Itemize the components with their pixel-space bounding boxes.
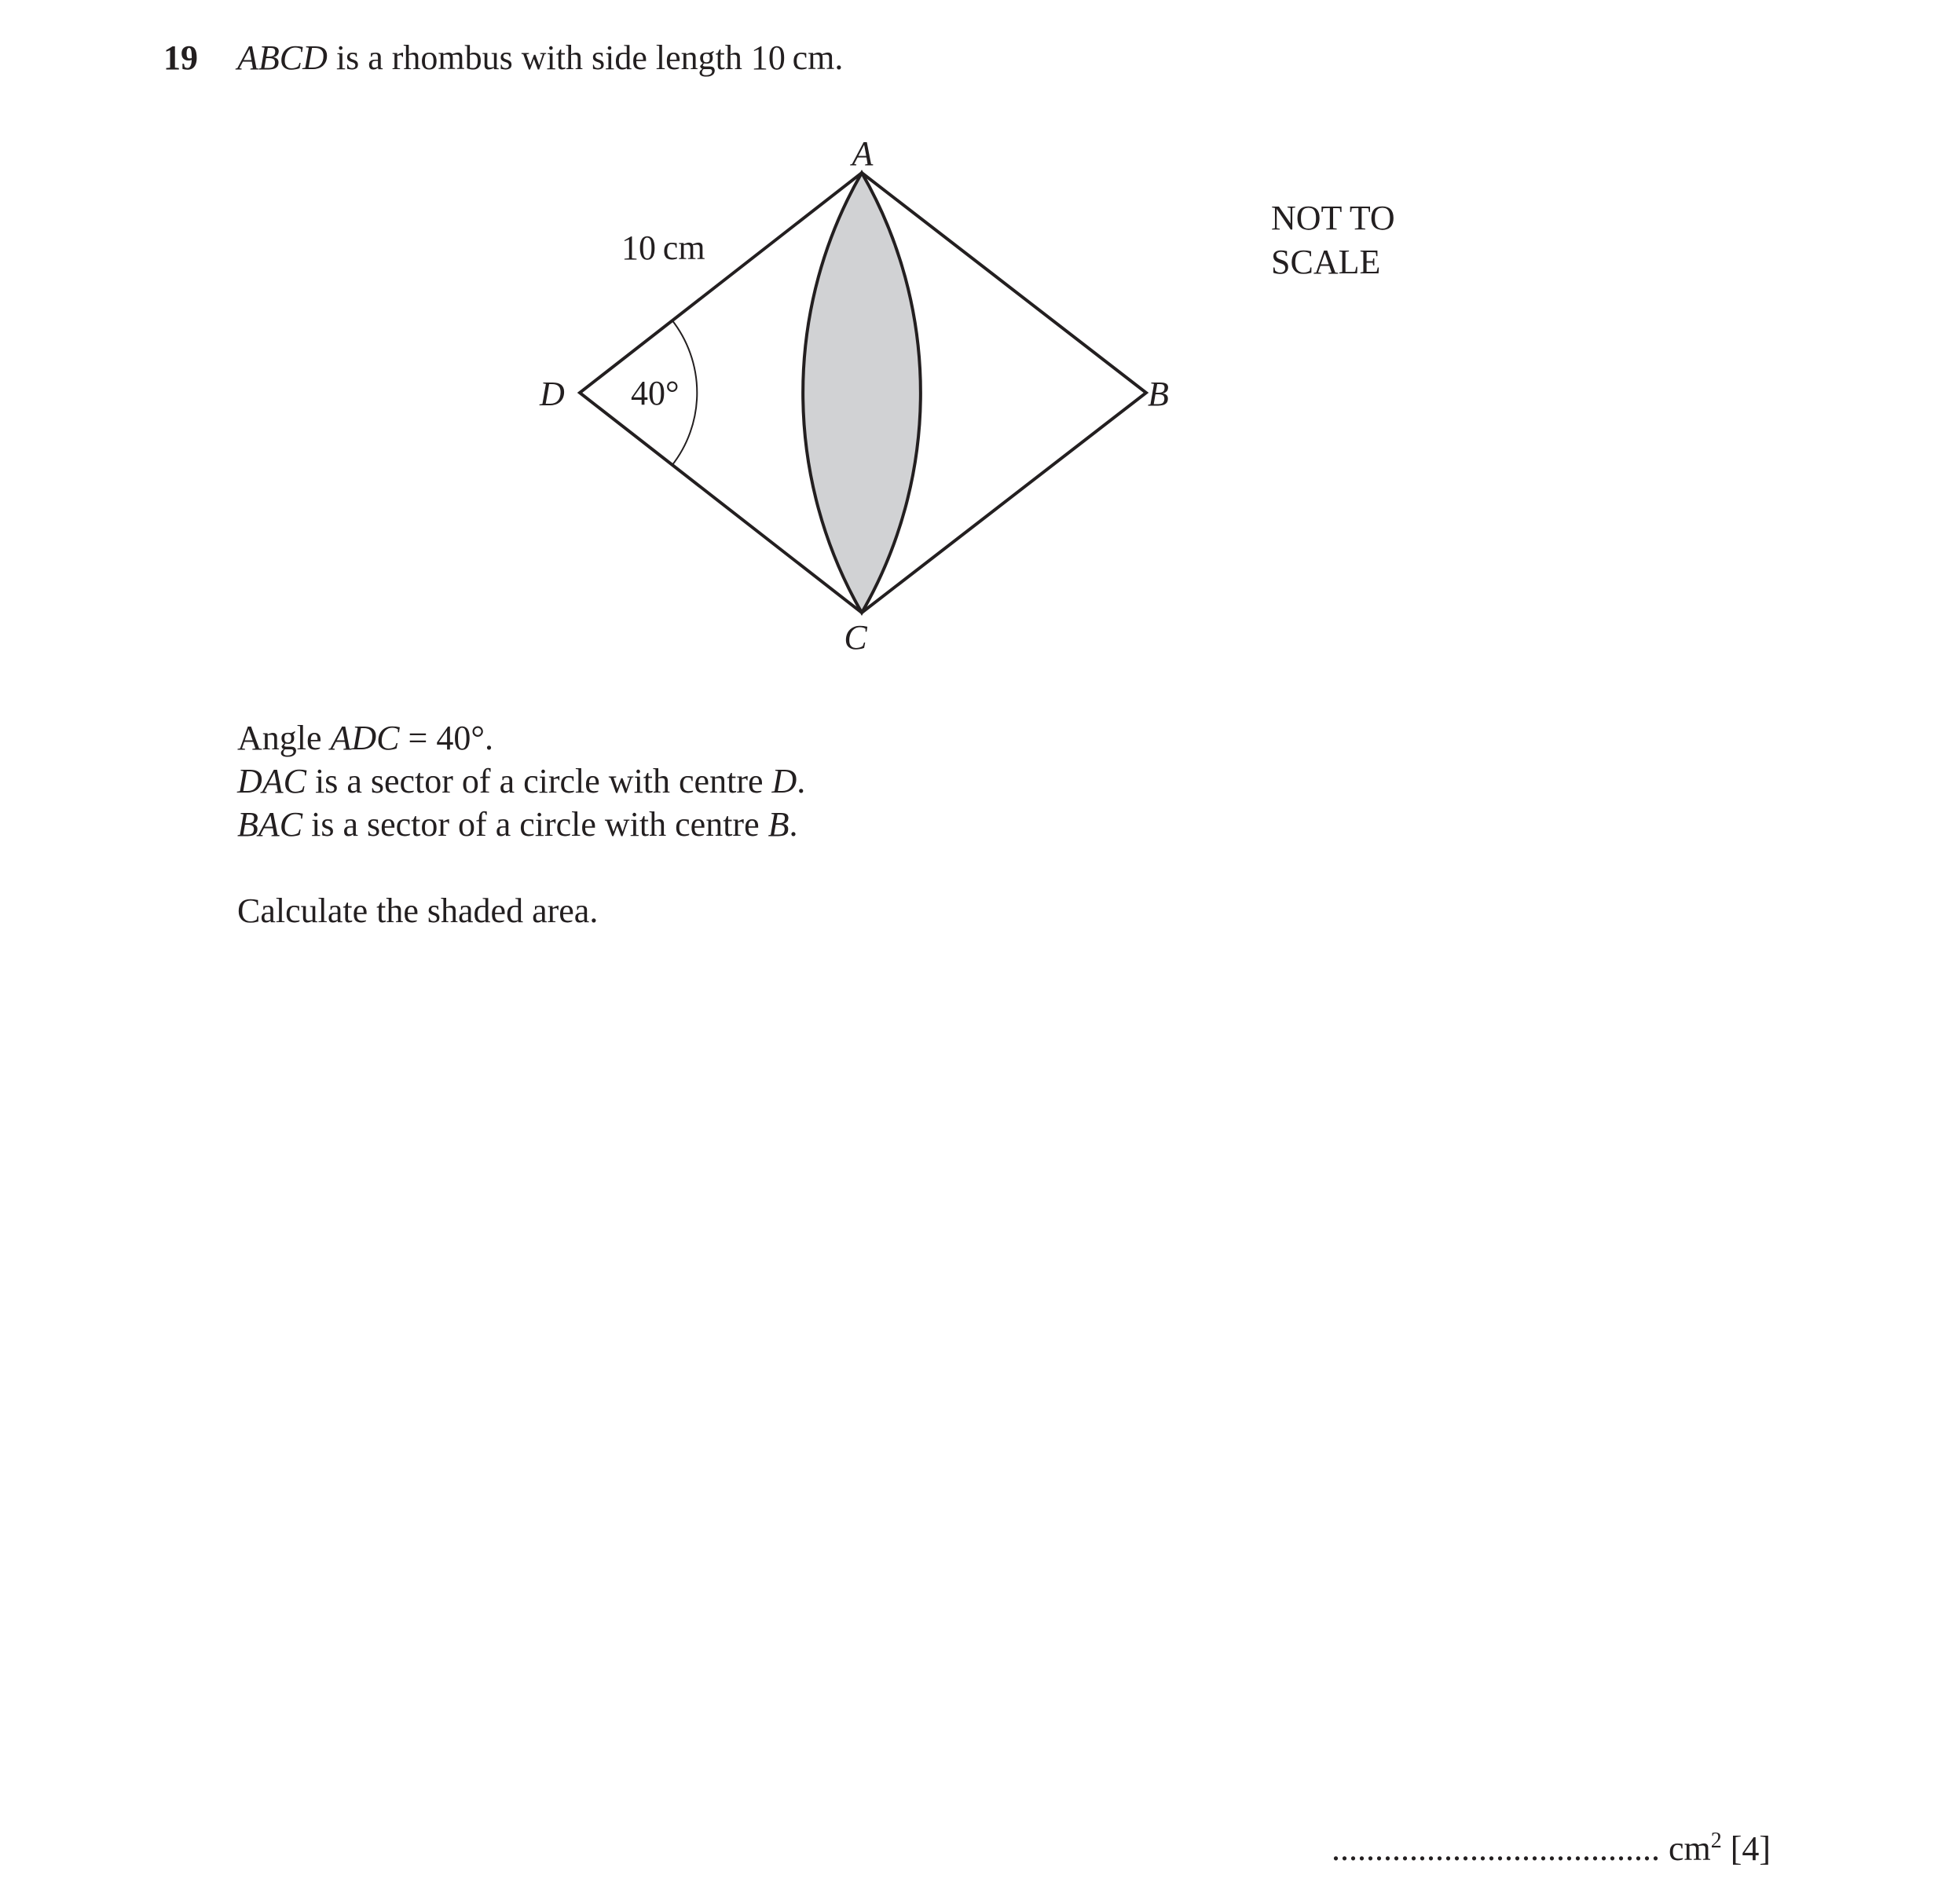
vertex-label-a: A [852,134,874,173]
given-line-sector-b [237,803,805,846]
vertex-label-c: C [844,618,867,657]
sector-dac-stop: . [797,762,806,800]
sector-bac-stop: . [789,805,798,844]
sector-bac-centre: B [768,805,789,844]
shaded-region [803,173,921,613]
given-line-angle-value: = 40°. [399,719,493,757]
intro-text: is a rhombus with side length 10 cm. [327,38,844,77]
sector-dac-name: DAC [237,762,306,800]
rhombus-name: ABCD [237,38,328,77]
rhombus-diagram [0,0,1949,707]
question-number: 19 [163,38,198,77]
vertex-label-d: D [540,375,565,413]
angle-label: 40° [631,374,680,412]
vertex-label-b: B [1148,375,1169,413]
given-line-angle [237,716,805,760]
given-line-angle-name: ADC [330,719,400,757]
task-instruction: Calculate the shaded area. [237,892,599,930]
given-line-sector-d [237,760,805,803]
answer-unit-power: 2 [1710,1829,1722,1853]
sector-dac-centre: D [771,762,797,800]
not-to-scale-note [1271,196,1395,284]
sector-dac-text: is a sector of a circle with centre [306,762,772,800]
given-line-angle-pre: Angle [237,719,331,757]
sector-bac-name: BAC [237,805,303,844]
scale-note-line1: NOT TO [1271,199,1395,237]
answer-unit: cm [1669,1829,1711,1868]
side-length-label: 10 cm [621,229,705,267]
sector-bac-text: is a sector of a circle with centre [302,805,768,844]
marks-label: [4] [1730,1829,1771,1868]
answer-line[interactable] [1332,1827,1771,1876]
scale-note-line2: SCALE [1271,243,1381,281]
given-information [237,716,805,846]
answer-dots[interactable]: ...................................... [1332,1829,1660,1868]
